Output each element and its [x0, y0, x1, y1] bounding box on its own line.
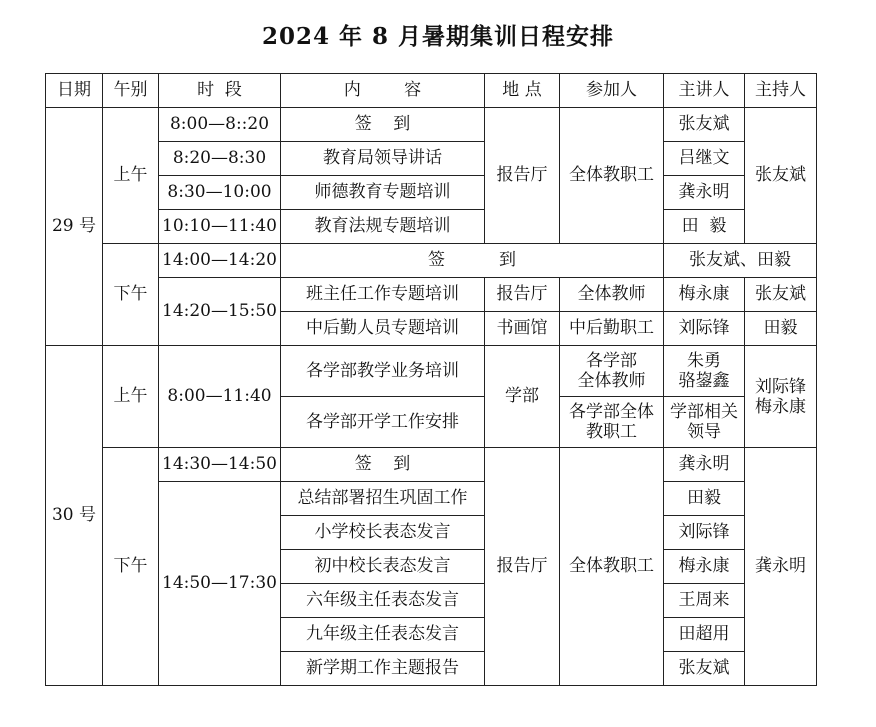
- location-cell: 书画馆: [485, 312, 560, 346]
- header-time: 时 段: [159, 74, 281, 108]
- host-cell: 张友斌: [745, 108, 817, 244]
- date-cell-30: 30 号: [46, 346, 103, 686]
- speaker-cell: 龚永明: [664, 176, 745, 210]
- speaker-cell: 梅永康: [664, 278, 745, 312]
- time-cell: 14:50—17:30: [159, 482, 281, 686]
- host-cell: 张友斌: [745, 278, 817, 312]
- content-cell: 签 到: [281, 244, 664, 278]
- speaker-cell: 张友斌、田毅: [664, 244, 817, 278]
- header-speaker: 主讲人: [664, 74, 745, 108]
- speaker-cell: 龚永明: [664, 448, 745, 482]
- content-cell: 班主任工作专题培训: [281, 278, 485, 312]
- speaker-cell: 朱勇 骆鋆鑫: [664, 346, 745, 397]
- content-cell: 中后勤人员专题培训: [281, 312, 485, 346]
- content-cell: 教育法规专题培训: [281, 210, 485, 244]
- location-cell: 报告厅: [485, 278, 560, 312]
- header-row: [46, 74, 817, 108]
- host-cell: 刘际锋 梅永康: [745, 346, 817, 448]
- speaker-cell: 田超用: [664, 618, 745, 652]
- table-row: [46, 482, 817, 516]
- content-cell: 总结部署招生巩固工作: [281, 482, 485, 516]
- content-cell: 教育局领导讲话: [281, 142, 485, 176]
- location-cell: 学部: [485, 346, 560, 448]
- time-cell: 14:30—14:50: [159, 448, 281, 482]
- content-cell: 小学校长表态发言: [281, 516, 485, 550]
- content-cell: 九年级主任表态发言: [281, 618, 485, 652]
- table-row: [46, 210, 817, 244]
- table-row: [46, 346, 817, 397]
- speaker-cell: 田毅: [664, 482, 745, 516]
- period-cell-30-am: 上午: [103, 346, 159, 448]
- time-cell: 14:00—14:20: [159, 244, 281, 278]
- table-row: [46, 278, 817, 312]
- page-title: 2024 年 8 月暑期集训日程安排: [261, 23, 615, 50]
- header-participants: 参加人: [560, 74, 664, 108]
- header-date: 日期: [46, 74, 103, 108]
- content-cell: 签 到: [281, 448, 485, 482]
- time-cell: 10:10—11:40: [159, 210, 281, 244]
- table-row: [46, 108, 817, 142]
- speaker-cell: 王周来: [664, 584, 745, 618]
- speaker-cell: 刘际锋: [664, 516, 745, 550]
- period-cell-29-am: 上午: [103, 108, 159, 244]
- speaker-cell: 张友斌: [664, 108, 745, 142]
- speaker-cell: 田 毅: [664, 210, 745, 244]
- content-cell: 各学部开学工作安排: [281, 397, 485, 448]
- host-cell: 田毅: [745, 312, 817, 346]
- content-cell: 六年级主任表态发言: [281, 584, 485, 618]
- time-cell: 14:20—15:50: [159, 278, 281, 346]
- header-location: 地 点: [485, 74, 560, 108]
- participants-cell: 各学部全体 教职工: [560, 397, 664, 448]
- location-cell: 报告厅: [485, 448, 560, 686]
- header-content: 内 容: [281, 74, 485, 108]
- table-row: [46, 244, 817, 278]
- time-cell: 8:00—11:40: [159, 346, 281, 448]
- content-cell: 师德教育专题培训: [281, 176, 485, 210]
- participants-cell: 全体教师: [560, 278, 664, 312]
- header-host: 主持人: [745, 74, 817, 108]
- time-cell: 8:00—8::20: [159, 108, 281, 142]
- location-cell: 报告厅: [485, 108, 560, 244]
- header-period: 午别: [103, 74, 159, 108]
- speaker-cell: 梅永康: [664, 550, 745, 584]
- participants-cell: 中后勤职工: [560, 312, 664, 346]
- content-cell: 初中校长表态发言: [281, 550, 485, 584]
- speaker-cell: 吕继文: [664, 142, 745, 176]
- period-cell-29-pm: 下午: [103, 244, 159, 346]
- content-cell: 新学期工作主题报告: [281, 652, 485, 686]
- content-cell: 各学部教学业务培训: [281, 346, 485, 397]
- table-row: [46, 176, 817, 210]
- participants-cell: 全体教职工: [560, 448, 664, 686]
- schedule-table: [45, 73, 817, 686]
- time-cell: 8:20—8:30: [159, 142, 281, 176]
- content-cell: 签 到: [281, 108, 485, 142]
- table-row: [46, 448, 817, 482]
- speaker-cell: 刘际锋: [664, 312, 745, 346]
- speaker-cell: 张友斌: [664, 652, 745, 686]
- date-cell-29: 29 号: [46, 108, 103, 346]
- table-row: [46, 142, 817, 176]
- host-cell: 龚永明: [745, 448, 817, 686]
- period-cell-30-pm: 下午: [103, 448, 159, 686]
- participants-cell: 各学部 全体教师: [560, 346, 664, 397]
- participants-cell: 全体教职工: [560, 108, 664, 244]
- time-cell: 8:30—10:00: [159, 176, 281, 210]
- speaker-cell: 学部相关 领导: [664, 397, 745, 448]
